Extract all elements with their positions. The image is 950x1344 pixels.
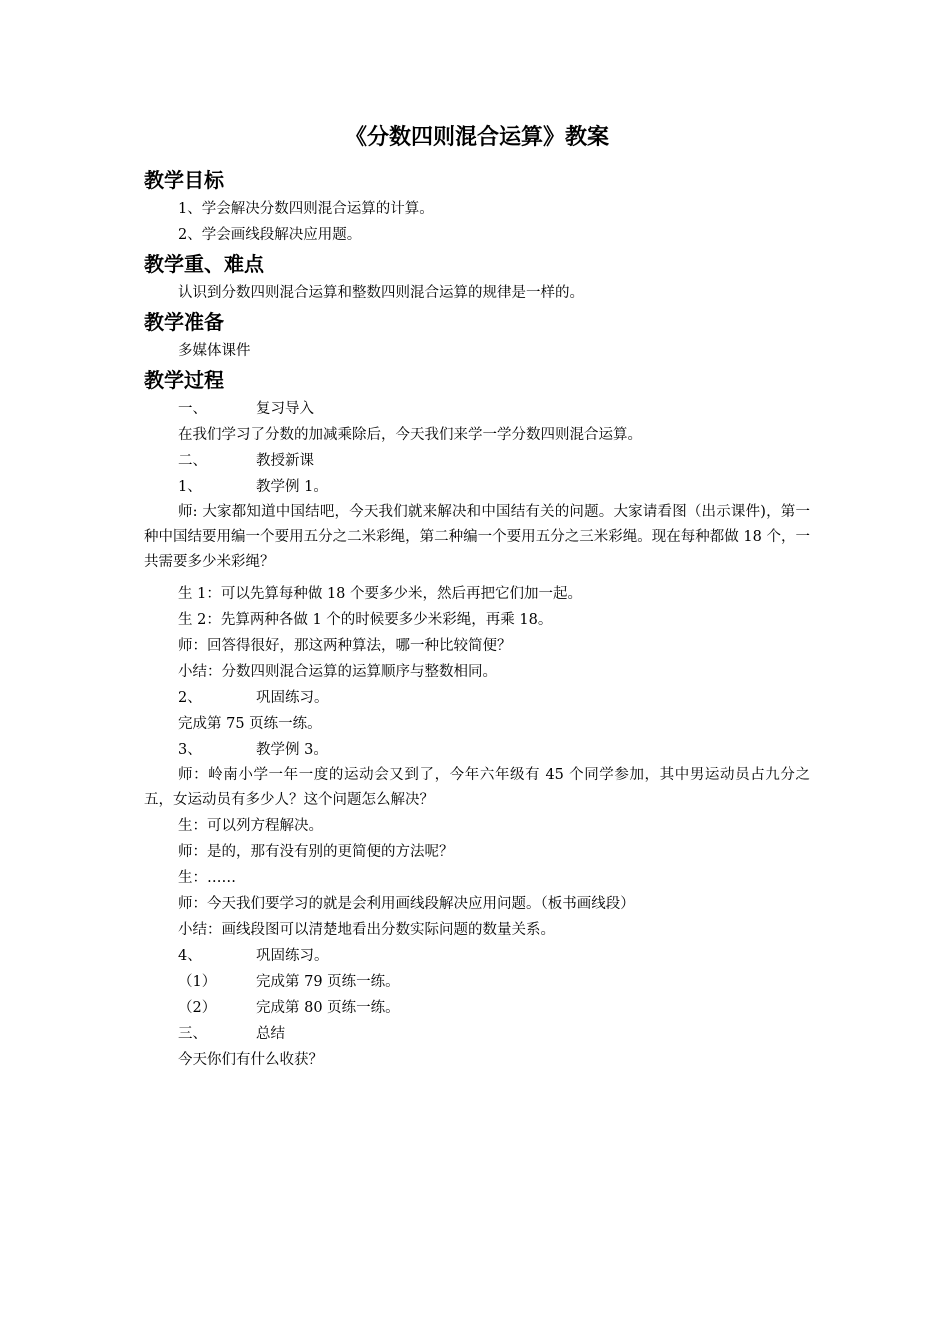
heading-keypoints: 教学重、难点 — [144, 252, 264, 276]
example-1-teacher: 师: 大家都知道中国结吧，今天我们就来解决和中国结有关的问题。大家请看图（出示课件)，第一种中国结要用编一个要用五分之二米彩绳，第二种编一个要用五分之三米彩绳。现在每种都做 18 个，一共需要多少米彩绳？ — [144, 504, 810, 570]
objective-item-2: 2、学会画线段解决应用题。 — [178, 227, 362, 243]
example-1-teacher-2: 师：回答得很好，那这两种算法，哪一种比较简便？ — [178, 638, 512, 654]
step-newlesson — [144, 448, 810, 474]
step-practice-2-num: 2、 — [178, 690, 202, 706]
example-3-teacher: 师：岭南小学一年一度的运动会又到了，今年六年级有 45 个同学参加，其中男运动员占九分之五，女运动员有多少人？这个问题怎么解决？ — [144, 767, 810, 808]
example-1-summary: 小结：分数四则混合运算的运算顺序与整数相同。 — [178, 664, 497, 680]
step-example-3-num: 3、 — [178, 742, 202, 758]
example-3-teacher-2: 师：是的，那有没有别的更简便的方法呢？ — [178, 844, 454, 860]
step-example-3 — [144, 737, 810, 763]
preparation-text: 多媒体课件 — [178, 343, 251, 359]
example-3-student-1: 生：可以列方程解决。 — [178, 818, 323, 834]
document-body — [144, 118, 810, 1073]
step-example-1-num: 1、 — [178, 479, 202, 495]
step-review-label: 复习导入 — [256, 401, 314, 417]
document-title: 《分数四则混合运算》教案 — [344, 125, 609, 150]
step-conclusion — [144, 1021, 810, 1047]
example-1-student-2: 生 2：先算两种各做 1 个的时候要多少米彩绳，再乘 18。 — [178, 612, 553, 628]
heading-process: 教学过程 — [144, 368, 224, 392]
conclusion-text: 今天你们有什么收获？ — [178, 1052, 323, 1068]
practice-4-item-2-num: （2） — [178, 1000, 217, 1016]
practice-4-item-2-label: 完成第 80 页练一练。 — [256, 1000, 400, 1016]
example-1-student-1: 生 1：可以先算每种做 18 个要多少米，然后再把它们加一起。 — [178, 586, 583, 602]
step-example-1 — [144, 474, 810, 500]
example-3-student-2: 生：…… — [178, 870, 236, 886]
review-text: 在我们学习了分数的加减乘除后，今天我们来学一学分数四则混合运算。 — [178, 427, 642, 443]
step-review-num: 一、 — [178, 401, 207, 417]
step-newlesson-num: 二、 — [178, 453, 207, 469]
step-conclusion-num: 三、 — [178, 1026, 207, 1042]
heading-preparation: 教学准备 — [144, 310, 224, 334]
step-example-3-label: 教学例 3。 — [256, 742, 328, 758]
practice-4-item-1-label: 完成第 79 页练一练。 — [256, 974, 400, 990]
step-practice-4-num: 4、 — [178, 948, 202, 964]
example-3-teacher-3: 师：今天我们要学习的就是会利用画线段解决应用问题。（板书画线段） — [178, 896, 635, 912]
keypoints-text: 认识到分数四则混合运算和整数四则混合运算的规律是一样的。 — [178, 285, 584, 301]
step-review — [144, 396, 810, 422]
step-newlesson-label: 教授新课 — [256, 453, 314, 469]
practice-2-text: 完成第 75 页练一练。 — [178, 716, 322, 732]
step-example-1-label: 教学例 1。 — [256, 479, 328, 495]
practice-4-item-1 — [144, 969, 810, 995]
heading-objectives: 教学目标 — [144, 168, 224, 192]
practice-4-item-1-num: （1） — [178, 974, 217, 990]
step-practice-4-label: 巩固练习。 — [256, 948, 329, 964]
step-practice-2 — [144, 685, 810, 711]
step-conclusion-label: 总结 — [256, 1026, 285, 1042]
objective-item-1: 1、学会解决分数四则混合运算的计算。 — [178, 201, 434, 217]
step-practice-4 — [144, 943, 810, 969]
step-practice-2-label: 巩固练习。 — [256, 690, 329, 706]
example-3-summary: 小结：画线段图可以清楚地看出分数实际问题的数量关系。 — [178, 922, 555, 938]
practice-4-item-2 — [144, 995, 810, 1021]
